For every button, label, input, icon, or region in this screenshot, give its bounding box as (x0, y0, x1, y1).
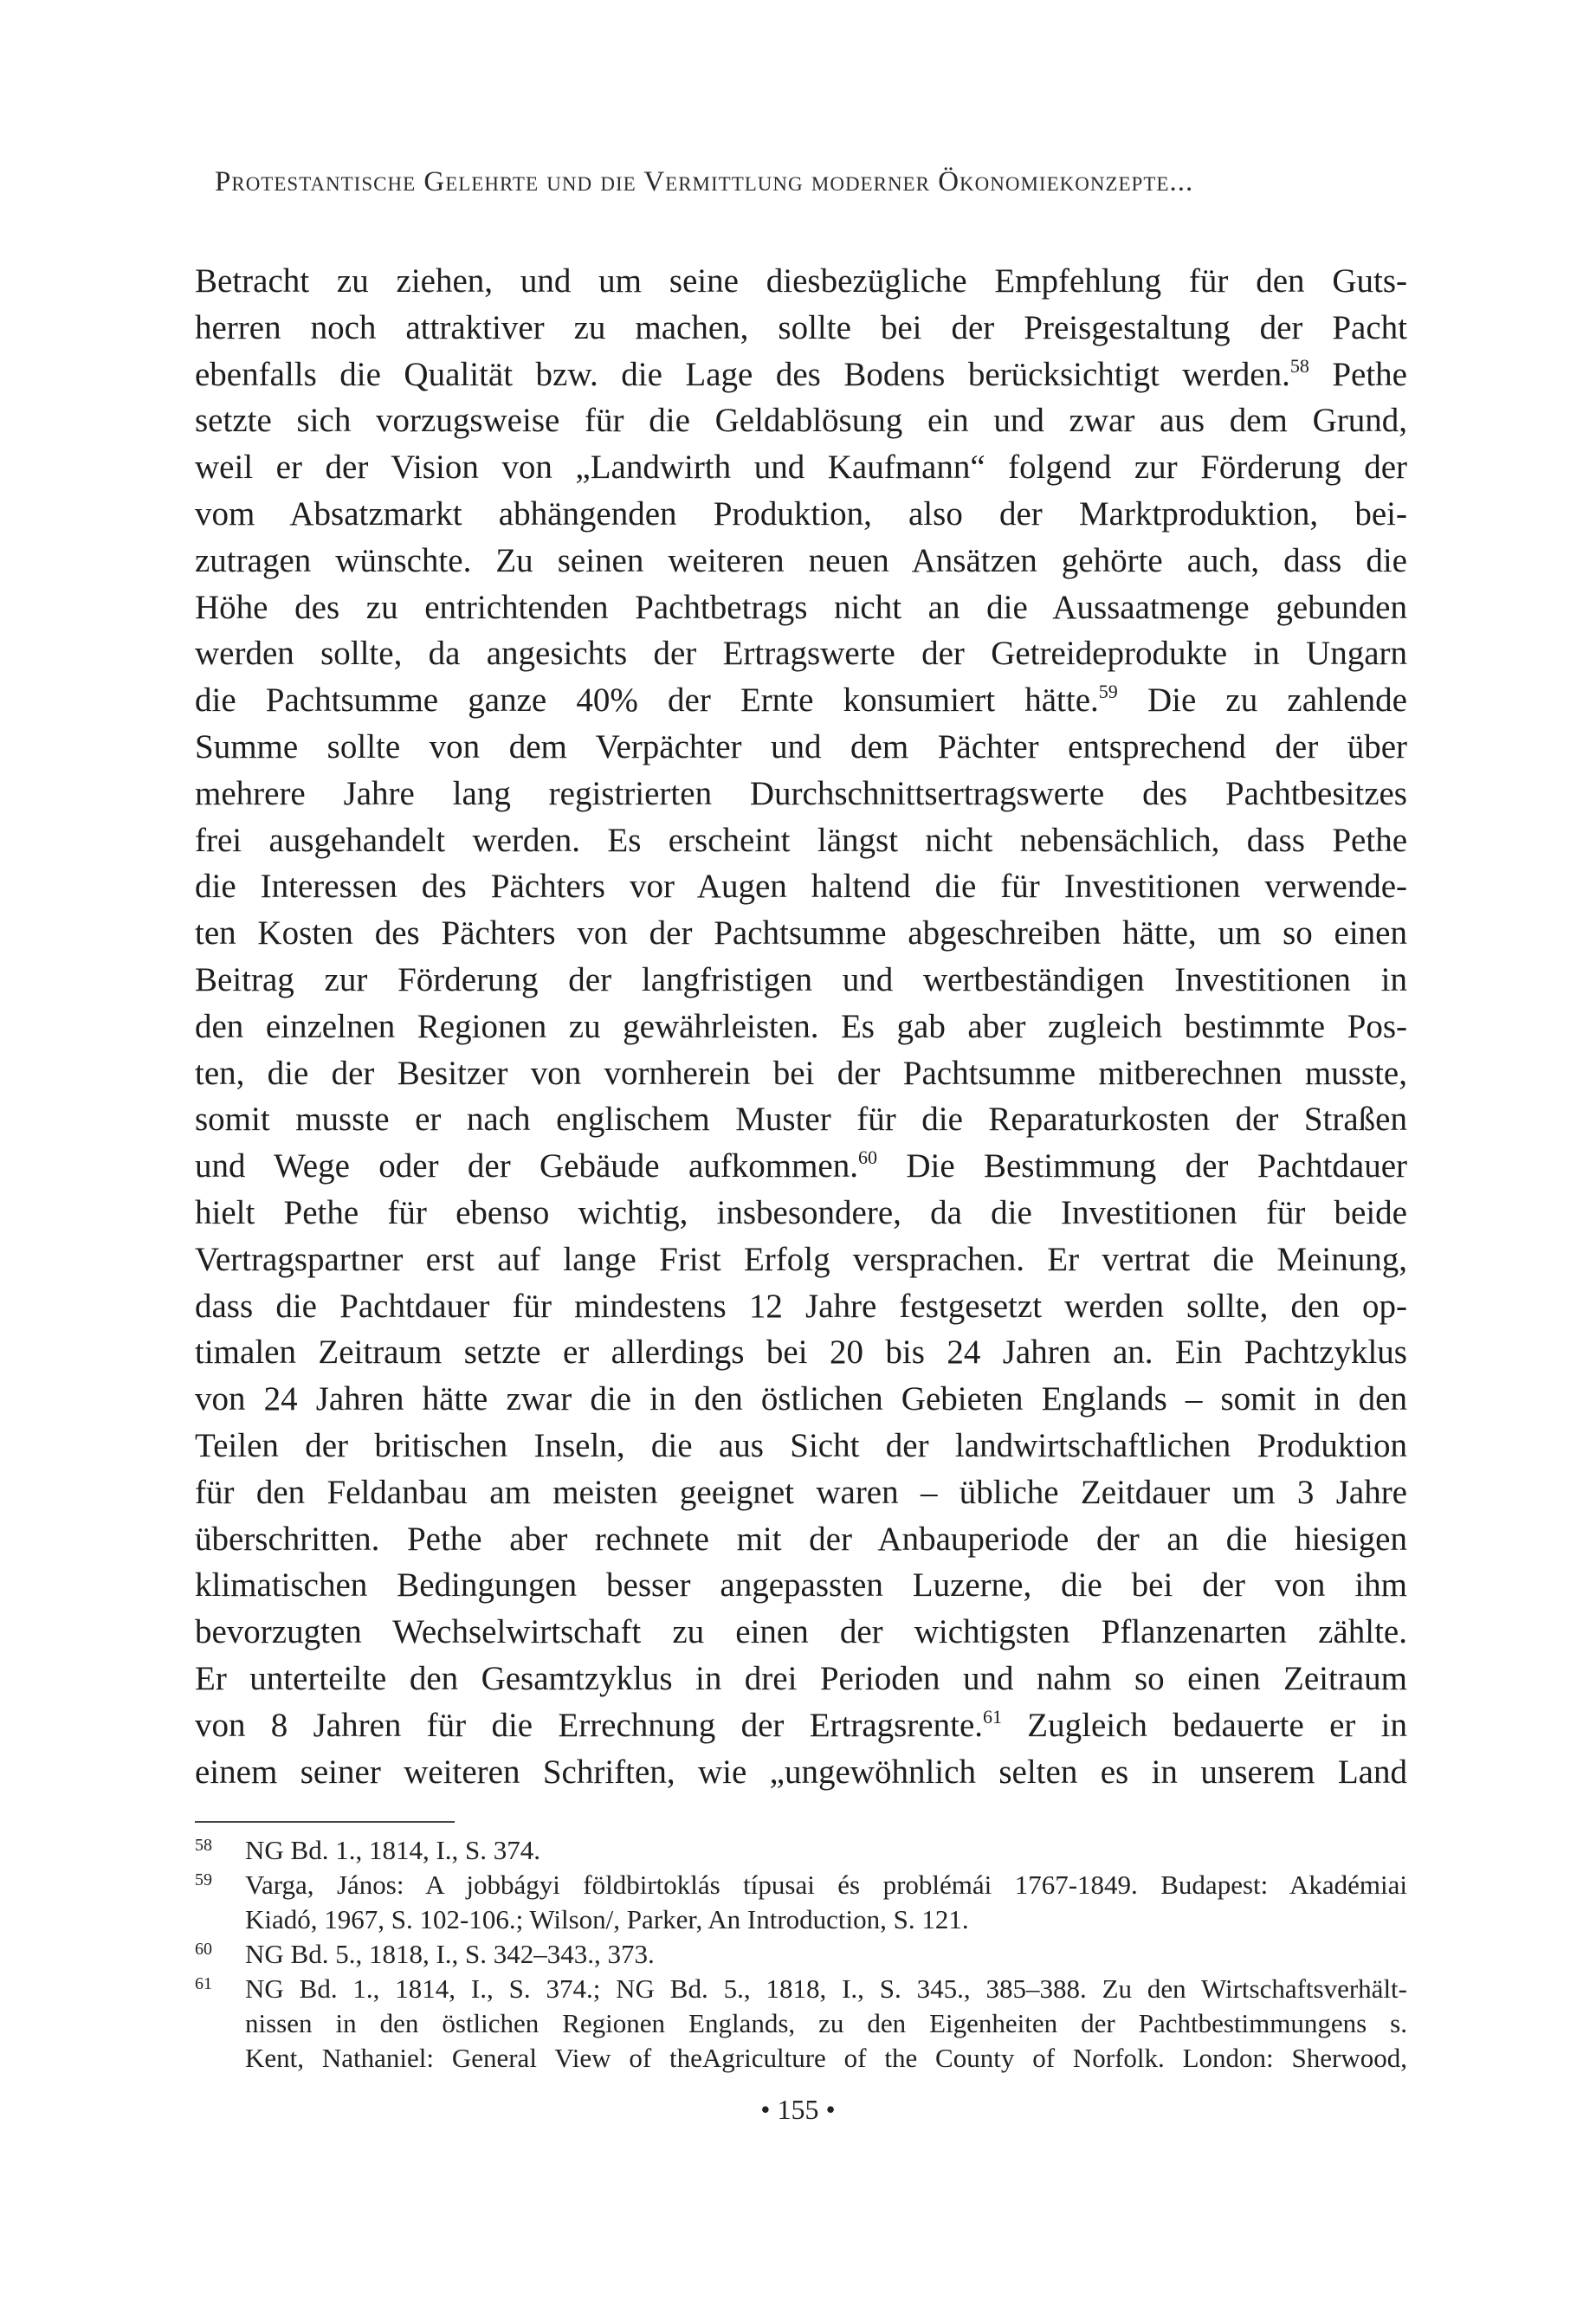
running-head: Protestantische Gelehrte und die Vermittlung moderner Ökonomiekonzepte... (215, 166, 1194, 197)
body-line-text: die Pachtsumme ganze 40% der Ernte konsumiert hätte. (195, 681, 1099, 720)
footnote-number: 60 (195, 1940, 212, 1959)
footnote-reference[interactable]: 61 (983, 1705, 1003, 1728)
footnote-line: Varga, János: A jobbágyi földbirtoklás típusai és problémái 1767-1849. Budapest: Akadémiai (245, 1870, 1407, 1900)
page-number: • 155 • (760, 2094, 836, 2125)
body-line-text: überschritten. Pethe aber rechnete mit der Anbauperiode der an die hiesigen (195, 1520, 1407, 1558)
body-line (195, 1190, 1407, 1237)
body-line-text: bevorzugten Wechselwirtschaft zu einen der wichtigsten Pflanzenarten zählte. (195, 1613, 1407, 1651)
body-line-text: und Wege oder der Gebäude aufkommen. (195, 1147, 858, 1185)
footnote-line: Kiadó, 1967, S. 102-106.; Wilson/, Parker, An Introduction, S. 121. (245, 1904, 969, 1934)
body-line (195, 1283, 1407, 1330)
footnote-line: nissen in den östlichen Regionen Englands, zu den Eigenheiten der Pachtbestimmungens s. (245, 2008, 1407, 2038)
body-line-text: Höhe des zu entrichtenden Pachtbetrags nicht an die Aussaatmenge gebunden (195, 588, 1407, 626)
body-line-text: für den Feldanbau am meisten geeignet waren – übliche Zeitdauer um 3 Jahre (195, 1473, 1407, 1511)
body-line-text: ten, die der Besitzer von vornherein bei der Pachtsumme mitberechnen musste, (195, 1054, 1407, 1092)
body-line-text: werden sollte, da angesichts der Ertragswerte der Getreideprodukte in Ungarn (195, 635, 1407, 673)
body-line (195, 724, 1407, 771)
body-line (195, 957, 1407, 1004)
body-line (195, 1702, 1407, 1749)
footnote-number: 61 (195, 1974, 212, 1993)
footnote-line: Kent, Nathaniel: General View of theAgriculture of the County of Norfolk. London: Sherwood, (245, 2043, 1407, 2073)
body-line-text: ten Kosten des Pächters von der Pachtsumme abgeschreiben hätte, um so einen (195, 914, 1407, 953)
body-line-text: frei ausgehandelt werden. Es erscheint längst nicht nebensächlich, dass Pethe (195, 821, 1407, 859)
body-line-text: Teilen der britischen Inseln, die aus Sicht der landwirtschaftlichen Produktion (195, 1426, 1407, 1464)
footnote-line: NG Bd. 1., 1814, I., S. 374.; NG Bd. 5., 1818, I., S. 345., 385–388. Zu den Wirtschaftsverhält- (245, 1973, 1407, 2004)
body-line (195, 630, 1407, 677)
body-line (195, 910, 1407, 957)
body-line-text: hielt Pethe für ebenso wichtig, insbesondere, da die Investitionen für beide (195, 1193, 1407, 1231)
body-line (195, 444, 1407, 491)
body-line (195, 677, 1407, 724)
footnote-reference[interactable]: 58 (1289, 354, 1309, 377)
body-text (195, 258, 1407, 1795)
body-line-continuation: Zugleich bedauerte er in (1002, 1706, 1408, 1744)
footnote-line: NG Bd. 1., 1814, I., S. 374. (245, 1835, 541, 1865)
body-line-continuation: Die Bestimmung der Pachtdauer (876, 1147, 1408, 1185)
footnote-reference[interactable]: 59 (1098, 681, 1118, 703)
body-line (195, 1609, 1407, 1656)
body-line-text: Er unterteilte den Gesamtzyklus in drei Perioden und nahm so einen Zeitraum (195, 1659, 1407, 1697)
body-line (195, 397, 1407, 444)
body-line-text: von 8 Jahren für die Errechnung der Ertragsrente. (195, 1706, 984, 1744)
body-line-text: Betracht zu ziehen, und um seine diesbezügliche Empfehlung für den Guts- (195, 262, 1407, 300)
footnotes (195, 1833, 1407, 2076)
body-line (195, 817, 1407, 864)
body-line (195, 1423, 1407, 1469)
body-line (195, 491, 1407, 538)
body-line-text: Beitrag zur Förderung der langfristigen und wertbeständigen Investitionen in (195, 960, 1407, 998)
body-line-text: timalen Zeitraum setzte er allerdings bei 20 bis 24 Jahren an. Ein Pachtzyklus (195, 1334, 1407, 1372)
body-line (195, 863, 1407, 910)
body-line (195, 258, 1407, 305)
body-line (195, 771, 1407, 817)
body-line-text: klimatischen Bedingungen besser angepassten Luzerne, die bei der von ihm (195, 1566, 1407, 1605)
body-line (195, 1562, 1407, 1609)
body-line (195, 1329, 1407, 1376)
body-line-text: somit musste er nach englischem Muster für die Reparaturkosten der Straßen (195, 1101, 1407, 1139)
body-line-text: setzte sich vorzugsweise für die Geldablösung ein und zwar aus dem Grund, (195, 402, 1407, 440)
footnote (195, 1972, 1407, 2076)
body-line (195, 584, 1407, 631)
body-line-text: vom Absatzmarkt abhängenden Produktion, also der Marktproduktion, bei- (195, 494, 1407, 533)
body-line (195, 1656, 1407, 1702)
body-line-text: die Interessen des Pächters vor Augen haltend die für Investitionen verwende- (195, 868, 1407, 906)
body-line-text: den einzelnen Regionen zu gewährleisten. Es gab aber zugleich bestimmte Pos- (195, 1007, 1407, 1045)
footnote-separator (195, 1821, 455, 1823)
body-line (195, 352, 1407, 398)
body-line (195, 1516, 1407, 1563)
footnote-reference[interactable]: 60 (857, 1146, 877, 1169)
body-line-text: Vertragspartner erst auf lange Frist Erfolg versprachen. Er vertrat die Meinung, (195, 1240, 1407, 1278)
body-line-text: von 24 Jahren hätte zwar die in den östlichen Gebieten Englands – somit in den (195, 1380, 1407, 1418)
body-line-continuation: Die zu zahlende (1117, 681, 1407, 720)
body-line (195, 305, 1407, 352)
body-line (195, 1469, 1407, 1516)
body-line-text: Summe sollte von dem Verpächter und dem Pächter entsprechend der über (195, 727, 1407, 765)
footnote (195, 1833, 1407, 1868)
body-line-continuation: Pethe (1308, 355, 1407, 393)
footnote (195, 1937, 1407, 1972)
body-line (195, 538, 1407, 584)
body-line (195, 1050, 1407, 1097)
body-line-text: ebenfalls die Qualität bzw. die Lage des Bodens berücksichtigt werden. (195, 355, 1290, 393)
body-line (195, 1376, 1407, 1423)
footnote (195, 1868, 1407, 1937)
body-line-text: einem seiner weiteren Schriften, wie „ungewöhnlich selten es in unserem Land (195, 1753, 1407, 1791)
body-line-text: zutragen wünschte. Zu seinen weiteren neuen Ansätzen gehörte auch, dass die (195, 541, 1407, 579)
body-line (195, 1237, 1407, 1283)
footnote-number: 59 (195, 1870, 212, 1889)
body-line (195, 1096, 1407, 1143)
body-line-text: mehrere Jahre lang registrierten Durchschnittsertragswerte des Pachtbesitzes (195, 774, 1407, 812)
body-line-text: dass die Pachtdauer für mindestens 12 Jahre festgesetzt werden sollte, den op- (195, 1287, 1407, 1325)
body-line (195, 1749, 1407, 1796)
footnote-line: NG Bd. 5., 1818, I., S. 342–343., 373. (245, 1939, 655, 1969)
body-line-text: herren noch attraktiver zu machen, sollte bei der Preisgestaltung der Pacht (195, 308, 1407, 346)
body-line (195, 1143, 1407, 1190)
body-line (195, 1004, 1407, 1050)
body-line-text: weil er der Vision von „Landwirth und Kaufmann“ folgend zur Förderung der (195, 449, 1407, 487)
footnote-number: 58 (195, 1836, 212, 1855)
